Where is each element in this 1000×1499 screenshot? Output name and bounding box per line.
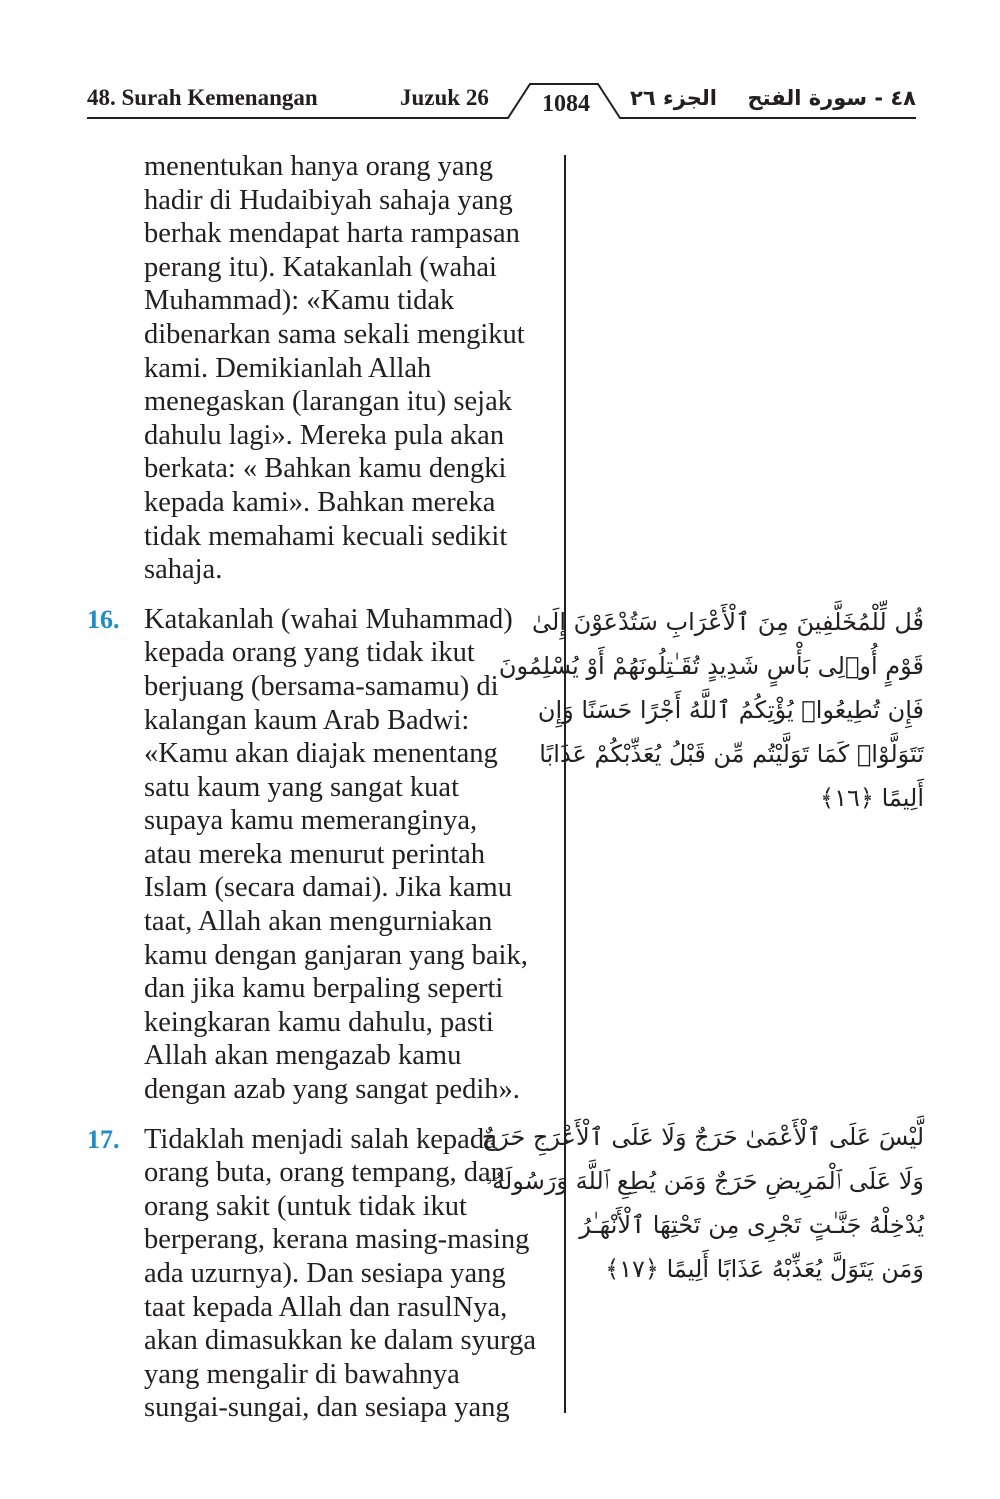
text-line: atau mereka menurut perintah bbox=[144, 838, 486, 870]
text-line: kami. Demikianlah Allah bbox=[144, 352, 432, 384]
text-line: kepada orang yang tidak ikut bbox=[144, 637, 475, 669]
text-line: menegaskan (larangan itu) sejak bbox=[144, 386, 512, 418]
text-line: «Kamu akan diajak menentang bbox=[144, 738, 498, 770]
text-line: sungai-sungai, dan sesiapa yang bbox=[144, 1392, 510, 1424]
arabic-line: يُدْخِلْهُ جَنَّـٰتٍ تَجْرِى مِن تَحْتِهَا ٱلْأَنْهَـٰرُ bbox=[579, 1211, 924, 1239]
text-line: dahulu lagi». Mereka pula akan bbox=[144, 419, 505, 451]
text-line: taat kepada Allah dan rasulNya, bbox=[144, 1291, 508, 1323]
text-line: kamu dengan ganjaran yang baik, bbox=[144, 939, 528, 971]
surah-title-arabic: ٤٨ - سورة الفتح bbox=[747, 86, 916, 110]
text-line: kepada kami». Bahkan mereka bbox=[144, 486, 496, 518]
text-line: berjuang (bersama-samamu) di bbox=[144, 670, 499, 702]
verse-16-arabic bbox=[498, 600, 924, 820]
text-line: perang itu). Katakanlah (wahai bbox=[144, 251, 497, 283]
arabic-line: أَلِيمًا ﴿١٦﴾ bbox=[820, 784, 924, 812]
text-line: dengan azab yang sangat pedih». bbox=[144, 1074, 520, 1106]
arabic-line: قَوْمٍ أُو۟لِى بَأْسٍ شَدِيدٍ تُقَـٰتِلُونَهُمْ أَوْ يُسْلِمُونَ bbox=[498, 652, 924, 680]
page-header bbox=[0, 0, 1000, 130]
column-divider bbox=[564, 155, 566, 1413]
text-line: menentukan hanya orang yang bbox=[144, 151, 493, 182]
arabic-line: تَتَوَلَّوْا۟ كَمَا تَوَلَّيْتُم مِّن قَبْلُ يُعَذِّبْكُمْ عَذَابًا bbox=[539, 740, 924, 768]
arabic-line: فَإِن تُطِيعُوا۟ يُؤْتِكُمُ ٱللَّهُ أَجْرًا حَسَنًا وَإِن bbox=[537, 696, 924, 724]
text-line: akan dimasukkan ke dalam syurga bbox=[144, 1325, 537, 1357]
verse-16-translation bbox=[87, 603, 557, 1107]
text-line: dan jika kamu berpaling seperti bbox=[144, 973, 504, 1005]
text-line: kalangan kaum Arab Badwi: bbox=[144, 704, 470, 736]
text-line: satu kaum yang sangat kuat bbox=[144, 771, 460, 803]
text-line: sahaja. bbox=[144, 554, 223, 586]
text-line: dibenarkan sama sekali mengikut bbox=[144, 318, 525, 350]
text-line: Muhammad): «Kamu tidak bbox=[144, 285, 455, 317]
surah-title-latin: 48. Surah Kemenangan bbox=[87, 85, 318, 110]
text-line: orang sakit (untuk tidak ikut bbox=[144, 1190, 467, 1222]
verse-number-17: 17. bbox=[87, 1124, 120, 1154]
juzuk-label-latin: Juzuk 26 bbox=[400, 85, 489, 110]
text-line: supaya kamu memeranginya, bbox=[144, 805, 478, 837]
verse-17-arabic bbox=[481, 1115, 924, 1291]
text-line: tidak memahami kecuali sedikit bbox=[144, 520, 508, 552]
text-line: ada uzurnya). Dan sesiapa yang bbox=[144, 1258, 506, 1289]
page-number: 1084 bbox=[542, 91, 590, 117]
verse-number-16: 16. bbox=[87, 604, 120, 634]
text-line: berperang, kerana masing-masing bbox=[144, 1224, 530, 1256]
text-line: berhak mendapat harta rampasan bbox=[144, 218, 520, 250]
arabic-line: قُل لِّلْمُخَلَّفِينَ مِنَ ٱلْأَعْرَابِ سَتُدْعَوْنَ إِلَىٰ bbox=[532, 608, 924, 636]
text-line: yang mengalir di bawahnya bbox=[144, 1358, 460, 1390]
juzuk-label-arabic: الجزء ٢٦ bbox=[630, 86, 717, 110]
text-line: hadir di Hudaibiyah sahaja yang bbox=[144, 184, 513, 216]
text-line: berkata: « Bahkan kamu dengki bbox=[144, 453, 507, 485]
text-line: Islam (secara damai). Jika kamu bbox=[144, 872, 512, 904]
text-line: taat, Allah akan mengurniakan bbox=[144, 906, 493, 938]
arabic-line: وَمَن يَتَوَلَّ يُعَذِّبْهُ عَذَابًا أَلِيمًا ﴿١٧﴾ bbox=[605, 1255, 924, 1283]
arabic-line: لَّيْسَ عَلَى ٱلْأَعْمَىٰ حَرَجٌ وَلَا عَلَى ٱلْأَعْرَجِ حَرَجٌ bbox=[481, 1123, 924, 1151]
arabic-line: وَلَا عَلَى ٱلْمَرِيضِ حَرَجٌ وَمَن يُطِعِ ٱللَّهَ وَرَسُولَهُۥ bbox=[486, 1167, 924, 1195]
translation-column bbox=[87, 150, 557, 1425]
continuation-paragraph bbox=[87, 150, 557, 587]
text-line: Tidaklah menjadi salah kepada bbox=[144, 1123, 497, 1155]
text-line: Allah akan mengazab kamu bbox=[144, 1040, 462, 1072]
text-line: keingkaran kamu dahulu, pasti bbox=[144, 1006, 494, 1038]
text-line: orang buta, orang tempang, dan bbox=[144, 1157, 505, 1189]
text-line: Katakanlah (wahai Muhammad) bbox=[144, 603, 513, 635]
